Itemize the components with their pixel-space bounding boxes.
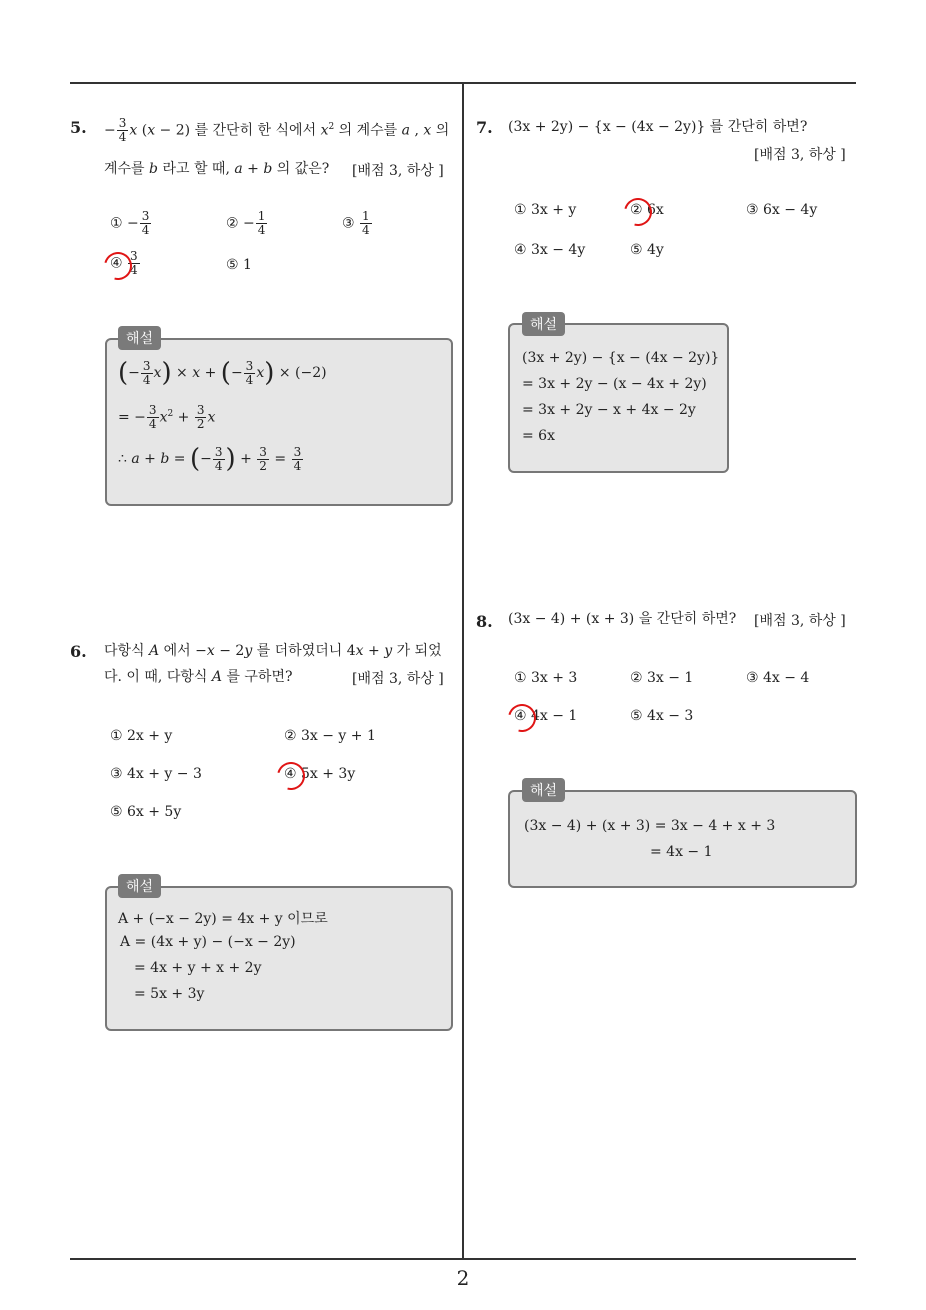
question-line-1: (3x + 2y) − {x − (4x − 2y)} 를 간단히 하면? — [508, 119, 808, 135]
choice-1[interactable]: ① 3x + 3 — [514, 670, 578, 686]
choice-4[interactable]: ④ 4x − 1 — [514, 708, 578, 724]
solution-tag: 해설 — [522, 312, 565, 336]
score-label: [배점 3, 하상 ] — [352, 671, 444, 687]
question-line-2: 다. 이 때, 다항식 A 를 구하면? — [104, 669, 293, 685]
solution-line-2: = − $\frac{3}{4}$ $x^2$ + $\frac{3}{2}$ x — [118, 403, 216, 431]
choice-2[interactable]: ② 3x − y + 1 — [284, 728, 376, 744]
choice-2[interactable]: ② − $\frac{1}{4}$ — [226, 209, 266, 237]
solution-line-3: = 4x + y + x + 2y — [134, 960, 262, 976]
page-number: 2 — [456, 1266, 470, 1290]
problem-number: 7. — [476, 118, 493, 137]
question-line-1: (3x − 4) + (x + 3) 을 간단히 하면? — [508, 611, 737, 627]
choice-3[interactable]: ③ $\frac{1}{4}$ — [342, 209, 370, 237]
solution-tag: 해설 — [118, 874, 161, 898]
problem-number: 8. — [476, 612, 493, 631]
solution-line-1: (3x − 4) + (x + 3) = 3x − 4 + x + 3 — [524, 818, 776, 834]
choice-5[interactable]: ⑤ 4y — [630, 242, 664, 258]
choice-2[interactable]: ② 6x — [630, 202, 664, 218]
solution-box — [508, 790, 857, 888]
solution-line-4: = 6x — [522, 428, 555, 444]
solution-tag: 해설 — [522, 778, 565, 802]
choice-5[interactable]: ⑤ 1 — [226, 257, 252, 273]
answer-mark — [272, 757, 310, 795]
solution-tag: 해설 — [118, 326, 161, 350]
choice-2[interactable]: ② 3x − 1 — [630, 670, 694, 686]
solution-line-4: = 5x + 3y — [134, 986, 205, 1002]
question-line-1: − $\frac{3}{4}$ x (x − 2) 를 간단히 한 식에서 $x^2$ 의 계수를 a , x 의 — [104, 116, 450, 145]
answer-mark — [503, 699, 541, 737]
score-label: [배점 3, 하상 ] — [754, 147, 846, 163]
score-label: [배점 3, 하상 ] — [754, 613, 846, 629]
problem-number: 5. — [70, 118, 87, 137]
score-label: [배점 3, 하상 ] — [352, 163, 444, 179]
choice-4[interactable]: ④ $\frac{3}{4}$ — [110, 249, 138, 277]
choice-5[interactable]: ⑤ 6x + 5y — [110, 804, 182, 820]
solution-line-2: = 4x − 1 — [650, 844, 713, 860]
solution-line-3: ∴ a + b = (− $\frac{3}{4}$ ) + $\frac{3}{2}$ = $\frac{3}{4}$ — [118, 444, 302, 474]
solution-line-1: A + (−x − 2y) = 4x + y 이므로 — [118, 911, 328, 927]
solution-line-1: (3x + 2y) − {x − (4x − 2y)} — [522, 350, 720, 366]
question-line-2: 계수를 b 라고 할 때, a + b 의 값은? — [104, 161, 330, 177]
problem-number: 6. — [70, 642, 87, 661]
choice-1[interactable]: ① 3x + y — [514, 202, 577, 218]
choice-4[interactable]: ④ 5x + 3y — [284, 766, 356, 782]
choice-1[interactable]: ① − $\frac{3}{4}$ — [110, 209, 150, 237]
choice-4[interactable]: ④ 3x − 4y — [514, 242, 586, 258]
choice-3[interactable]: ③ 4x − 4 — [746, 670, 810, 686]
solution-line-3: = 3x + 2y − x + 4x − 2y — [522, 402, 696, 418]
question-line-1: 다항식 A 에서 −x − 2y 를 더하였더니 4x + y 가 되었 — [104, 643, 442, 659]
choice-3[interactable]: ③ 6x − 4y — [746, 202, 818, 218]
choice-3[interactable]: ③ 4x + y − 3 — [110, 766, 202, 782]
answer-mark — [619, 193, 657, 231]
solution-line-2: = 3x + 2y − (x − 4x + 2y) — [522, 376, 707, 392]
solution-line-1: (− $\frac{3}{4}$ x) × x + (− $\frac{3}{4}$ x) × (−2) — [118, 358, 327, 388]
solution-box — [508, 323, 729, 473]
bottom-rule — [70, 1258, 856, 1260]
column-divider — [462, 83, 464, 1259]
choice-1[interactable]: ① 2x + y — [110, 728, 173, 744]
choice-5[interactable]: ⑤ 4x − 3 — [630, 708, 694, 724]
solution-line-2: A = (4x + y) − (−x − 2y) — [120, 934, 296, 950]
